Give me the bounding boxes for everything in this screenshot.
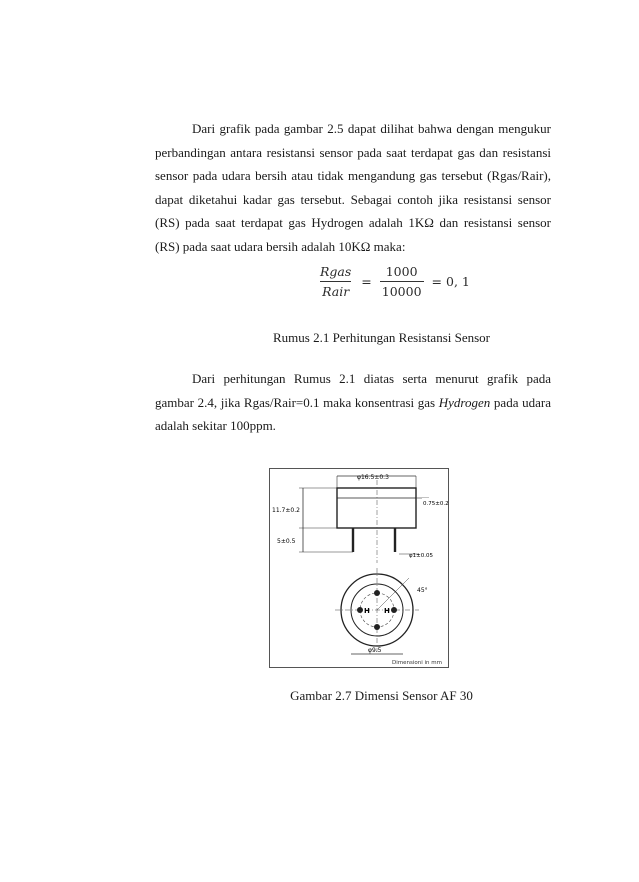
paragraph-2-text-after: pada udara adalah sekitar 100ppm.: [155, 394, 551, 433]
pin-length-label: 5±0.5: [277, 538, 296, 545]
paragraph-1-text: Dari grafik pada gambar 2.5 dapat dilihat bahwa dengan mengukur perbandingan antara resistansi sensor pada saat terdapat gas dan resistansi sensor pada udara bersih atau tidak mengandung gas tersebut (Rgas/Rair), dapat diketahui kadar gas tersebut. Sebagai contoh jika resistansi sensor (RS) pada saat terdapat gas Hydrogen adalah 1KΩ dan resistansi sensor (RS) pada saat udara bersih adalah 10KΩ maka:: [155, 121, 551, 254]
paragraph-2-emphasis: Hydrogen: [438, 394, 491, 410]
pin-hole-bottom: [374, 624, 380, 630]
height-label: 11.7±0.2: [272, 507, 300, 514]
equation-caption: Rumus 2.1 Perhitungan Resistansi Sensor: [272, 330, 491, 345]
fraction-numerator-rgas: Rgas: [320, 264, 352, 279]
sensor-body: [337, 488, 416, 528]
fraction-denominator-rair: Rair: [320, 281, 351, 299]
bottom-diameter-label: φ9.5: [368, 647, 382, 654]
resistance-equation: [314, 264, 470, 299]
figure-caption: Gambar 2.7 Dimensi Sensor AF 30: [290, 688, 473, 703]
value-ratio-fraction: [380, 264, 424, 299]
pin-hole-top: [374, 590, 380, 596]
fraction-denominator-value: 10000: [380, 281, 424, 299]
body-paragraph-2: [155, 367, 551, 438]
right-dimension-label: 0.75±0.2: [423, 501, 449, 507]
pin-hole-right: [391, 607, 397, 613]
pin-marker-left: H: [364, 607, 370, 615]
units-label: Dimensioni in mm: [392, 660, 442, 666]
pin-marker-right: H: [384, 607, 390, 615]
gas-ratio-fraction: [318, 264, 353, 299]
equals-sign: =: [361, 274, 372, 289]
fraction-numerator-value: 1000: [385, 264, 418, 279]
sensor-drawing: [269, 468, 449, 668]
sensor-dimension-figure: [269, 468, 449, 668]
equation-result: 0, 1: [446, 274, 470, 289]
angle-label: 45°: [417, 587, 428, 594]
body-paragraph-1: [155, 117, 551, 258]
pin-diameter-label: φ1±0.05: [409, 553, 433, 559]
equals-sign-2: =: [431, 274, 443, 289]
top-width-label: φ16.5±0.3: [357, 474, 389, 481]
pin-hole-left: [357, 607, 363, 613]
paragraph-2-text-before: Dari perhitungan Rumus 2.1 diatas serta menurut grafik pada gambar 2.4, jika Rgas/Rair=0.1 maka konsentrasi gas: [155, 371, 551, 410]
